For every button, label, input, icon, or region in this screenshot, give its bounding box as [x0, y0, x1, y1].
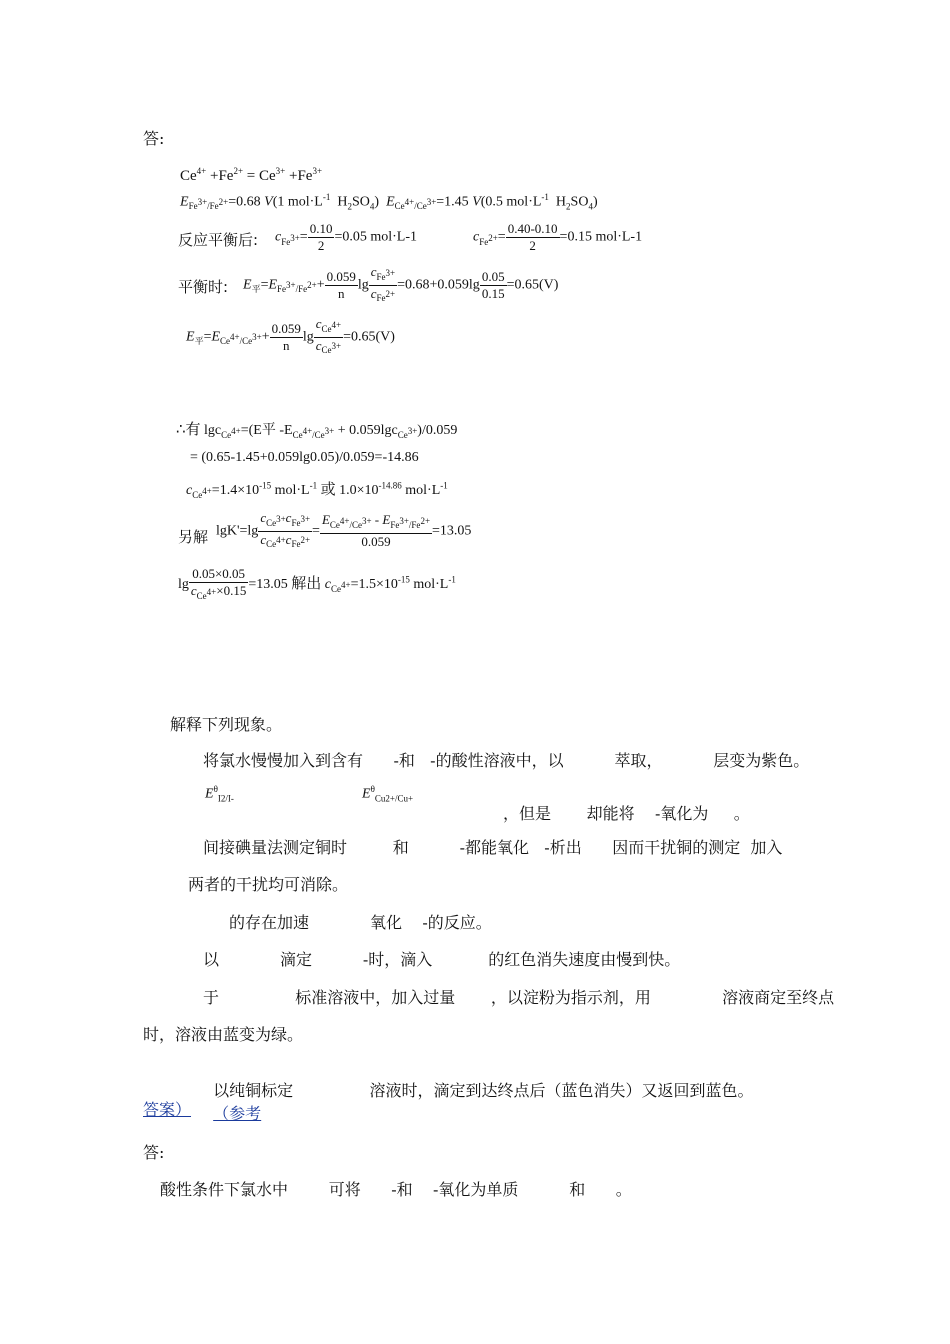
therefore-line: ∴有 lgc$_{Ce^{4+}}$=(E平 $-E_{Ce^{4+}/Ce^{3+}} + 0.059\lg c_{Ce^{3+}})/0.059$ — [176, 420, 458, 440]
final-expression: lg $\frac{0.05\times 0.05}{c_{Ce^{4+}}\times 0.15}$ =13.05 解出 $c_{Ce^{4+}}=1.5\times 10^{-15}$ $mol\cdot L^{-1}$ — [178, 566, 456, 601]
e-cu-symbol: $E^\theta_{Cu2+/Cu+}$ — [362, 784, 414, 804]
paragraph-7: 以纯铜标定 溶液时，滴定到达终点后（蓝色消失）又返回到蓝色。 （参考 — [213, 1081, 754, 1123]
paragraph-5: 以 滴定 -时，滴入 的红色消失速度由慢到快。 — [203, 950, 681, 969]
e-eq-expression-1: $E_平=E_{Fe^{3+}/Fe^{2+}}+$ $\frac{0.059}{n}$ lg $\frac{c_{Fe^{3+}}}{c_{Fe^{2+}}}$ =0.68+0.059lg $\frac{0.05}{0.15}$ =0.65(V) — [243, 264, 559, 304]
c-fe3-expression: $c_{Fe^{3+}}=$ $\frac{0.10}{2}$ =0.05 mol·L-1 — [275, 221, 418, 253]
question-title: 解释下列现象。 — [170, 715, 283, 734]
paragraph-2: ，但是 却能将 -氧化为 。 — [503, 804, 750, 823]
equilibrium-label: 反应平衡后: — [178, 231, 259, 249]
lgk-expression: lgK'=lg $\frac{c_{Ce^{3+}}c_{Fe^{3+}}}{c_{Ce^{4+}}c_{Fe^{2+}}}$ = $\frac{E_{Ce^{4+}/Ce^{3+}} - E_{Fe^{3+}/Fe^{2+}}}{0.059}$ =13.05 — [216, 510, 472, 550]
equilibrium-time-label: 平衡时: — [178, 278, 229, 296]
paragraph-6: 于 标准溶液中，加入过量 ，以淀粉为指示剂，用 溶液商定至终点 — [203, 988, 835, 1007]
standard-potentials: $E_{Fe^{3+}/Fe^{2+}}=0.68$ V(1 $mol\cdot L^{-1}$ $H_2SO_4$) $E_{Ce^{4+}/Ce^{3+}}=1.45$ V(0.5 $mol\cdot L^{-1}$ $H_2SO_4$) — [180, 192, 598, 212]
paragraph-1: 将氯水慢慢加入到含有 -和 -的酸性溶液中，以 萃取， 层变为紫色。 — [203, 751, 810, 770]
alt-solution-label: 另解 — [178, 528, 209, 546]
paragraph-4: 的存在加速 氧化 -的反应。 — [229, 913, 492, 932]
answer-label: 答: — [143, 129, 165, 148]
paragraph-6b: 时，溶液由蓝变为绿。 — [143, 1025, 304, 1044]
reference-answer-link[interactable]: （参考 — [213, 1104, 262, 1123]
e-i2-symbol: $E^\theta_{I2/I-}$ — [205, 784, 234, 804]
reference-answer-link-2[interactable]: 答案） — [143, 1100, 192, 1119]
calculation-line: = (0.65-1.45+0.059lg0.05)/0.059=-14.86 — [190, 450, 419, 465]
paragraph-3: 间接碘量法测定铜时 和 -都能氧化 -析出 因而干扰铜的测定 加入 — [203, 838, 783, 857]
answer-paragraph-1: 酸性条件下氯水中 可将 -和 -氧化为单质 和 。 — [160, 1180, 632, 1199]
answer-label-2: 答: — [143, 1143, 165, 1162]
paragraph-3b: 两者的干扰均可消除。 — [188, 875, 349, 894]
reaction-equation: $Ce^{4+} +Fe^{2+} = Ce^{3+} +Fe^{3+}$ — [180, 166, 323, 184]
e-eq-expression-2: $E_平=E_{Ce^{4+}/Ce^{3+}}+$ $\frac{0.059}{n}$ lg $\frac{c_{Ce^{4+}}}{c_{Ce^{3+}}}$ =0.65(V) — [186, 316, 395, 356]
c-fe2-expression: $c_{Fe^{2+}}=$ $\frac{0.40-0.10}{2}$ =0.15 mol·L-1 — [473, 221, 643, 253]
c-ce4-result: $c_{Ce^{4+}}=1.4\times 10^{-15}$ $mol\cdot L^{-1}$ 或 $1.0\times 10^{-14.86}$ $mol\cdot L^{-1}$ — [186, 480, 448, 500]
